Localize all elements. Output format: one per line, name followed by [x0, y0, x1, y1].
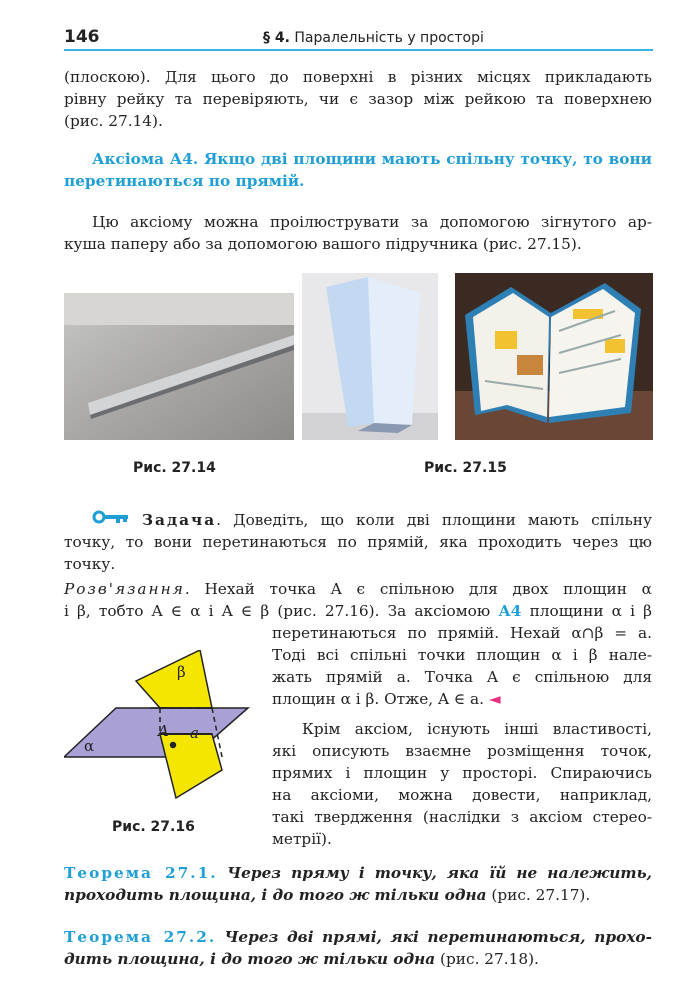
task-text: . Доведіть, що коли дві площини мають спільну: [216, 511, 652, 529]
label-point-a: A: [158, 722, 169, 740]
text-line: прямих і площин у просторі. Спираючись: [272, 764, 652, 782]
label-alpha: α: [84, 737, 95, 755]
illustrate-paragraph: [92, 211, 652, 233]
figure-intersecting-planes: [64, 650, 264, 802]
text-line: жать прямій a. Точка A є спільною для: [272, 668, 652, 686]
text-line: точку.: [64, 555, 116, 573]
text-line: Крім аксіом, існують інші властивості,: [302, 720, 652, 738]
photo-open-textbook: [455, 273, 653, 440]
section-header: [263, 30, 484, 46]
text-line: [272, 688, 652, 710]
illustrate-paragraph-cont: [64, 233, 652, 255]
caption-fig-27-14: Рис. 27.14: [133, 460, 216, 476]
section-title: Паралельність у просторі: [294, 30, 484, 46]
theorem-statement: Через пряму і точку, яка їй не належить,: [227, 864, 652, 882]
theorem-statement: Через дві прямі, які перетинаються, прохо-: [224, 928, 652, 946]
header-rule: [64, 49, 653, 51]
remark-paragraph-cont: [272, 740, 652, 850]
task-paragraph: [142, 509, 652, 531]
solution-text: площин α і β. Отже, A ∈ a.: [272, 690, 485, 708]
text-line: [64, 862, 652, 884]
solution-column: [272, 622, 652, 710]
caption-fig-27-16: Рис. 27.16: [112, 819, 195, 835]
axiom-a4-cont: [64, 170, 652, 192]
text-line: Цю аксіому можна проілюструвати за допомогою зігнутого ар-: [92, 213, 652, 231]
text-line: [142, 509, 652, 531]
text-line: Аксіома А4. Якщо дві площини мають спільну точку, то вони: [92, 150, 652, 168]
label-beta: β: [177, 663, 186, 681]
page-number: 146: [64, 27, 100, 47]
remark-paragraph: [302, 718, 652, 740]
text-line: [64, 600, 652, 622]
text-line: такі твердження (наслідки з аксіом стерео-: [272, 808, 652, 826]
caption-fig-27-15: Рис. 27.15: [424, 460, 507, 476]
intro-paragraph: [64, 66, 652, 132]
task-title: Задача: [142, 511, 217, 529]
solution-title: Розв'язання: [64, 580, 185, 598]
photo-folded-paper: [302, 273, 438, 440]
theorem-label: Теорема 27.2.: [64, 928, 217, 946]
text-line: рівну рейку та перевіряють, чи є зазор між рейкою та поверхнею: [64, 90, 652, 108]
theorem-statement: дить площина, і до того ж тільки одна: [64, 950, 436, 968]
text-line: (плоскою). Для цього до поверхні в різних місцях прикладають: [64, 68, 652, 86]
text-line: [64, 884, 652, 906]
text-line: куша паперу або за допомогою вашого підручника (рис. 27.15).: [64, 235, 582, 253]
section-mark: § 4.: [263, 30, 290, 46]
figure-reference: (рис. 27.17).: [486, 886, 591, 904]
solution-text: . Нехай точка A є спільною для двох площин α: [184, 580, 652, 598]
theorem-27-2: [64, 926, 652, 970]
text-line: [64, 926, 652, 948]
solution-paragraph: [64, 578, 652, 622]
end-of-proof-icon: ◄: [488, 690, 501, 708]
key-icon: [92, 510, 130, 524]
photo-rail-on-surface: [64, 293, 294, 440]
theorem-label: Теорема 27.1.: [64, 864, 218, 882]
text-line: метрії).: [272, 830, 332, 848]
figure-reference: (рис. 27.18).: [435, 950, 539, 968]
theorem-27-1: [64, 862, 652, 906]
text-line: [64, 948, 652, 970]
solution-text: і β, тобто A ∈ α і A ∈ β (рис. 27.16). За аксіомою: [64, 602, 499, 620]
task-paragraph-cont: [64, 531, 652, 575]
text-line: Тоді всі спільні точки площин α і β нале-: [272, 646, 652, 664]
text-line: точку, то вони перетинаються по прямій, яка проходить через цю: [64, 533, 652, 551]
text-line: перетинаються по прямій. Нехай α∩β = a.: [272, 624, 652, 642]
text-line: на аксіоми, можна довести, наприклад,: [272, 786, 652, 804]
text-line: які описують взаємне розміщення точок,: [272, 742, 652, 760]
text-line: [64, 578, 652, 600]
label-line-a: a: [190, 724, 199, 742]
solution-text: площини α і β: [521, 602, 653, 620]
axiom-reference: А4: [498, 602, 522, 620]
text-line: (рис. 27.14).: [64, 112, 163, 130]
axiom-a4: [92, 148, 652, 170]
text-line: перетинаються по прямій.: [64, 172, 305, 190]
theorem-statement: проходить площина, і до того ж тільки одна: [64, 886, 487, 904]
